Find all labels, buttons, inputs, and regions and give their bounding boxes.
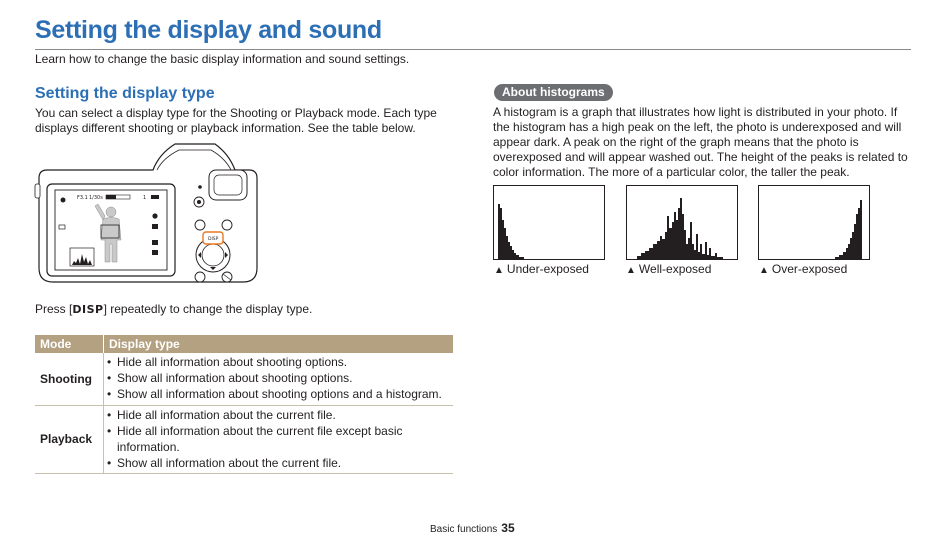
footer-section: Basic functions	[430, 524, 498, 535]
caption-under-exposed	[494, 262, 589, 276]
list-item: • Show all information about the current file.	[107, 455, 453, 471]
table-header-row	[35, 335, 453, 353]
disp-key-label: DISP	[72, 303, 104, 316]
list-item: • Hide all information about the current file.	[107, 407, 453, 423]
list-item: • Show all information about shooting options and a histogram.	[107, 386, 453, 402]
shooting-options-list	[104, 353, 453, 404]
page-number: 35	[501, 521, 515, 535]
page-intro: Learn how to change the basic display information and sound settings.	[35, 52, 410, 66]
press-text-before: Press [	[35, 302, 73, 316]
caption-well-exposed	[626, 262, 711, 276]
screen-shutter: 1/30s	[89, 195, 103, 201]
page-footer	[430, 521, 515, 535]
section-title: Setting the display type	[35, 85, 215, 102]
shooting-options-cell	[104, 353, 454, 405]
playback-options-list	[104, 406, 453, 473]
title-divider	[35, 49, 911, 50]
histogram-well-exposed	[626, 185, 738, 260]
playback-options-cell	[104, 405, 454, 473]
histogram-over-exposed	[758, 185, 870, 260]
caption-text: Well-exposed	[638, 262, 712, 276]
table-row-shooting	[35, 353, 453, 405]
triangle-icon: ▲	[626, 265, 636, 276]
caption-text: Over-exposed	[771, 262, 848, 276]
section-intro: You can select a display type for the Shooting or Playback mode. Each type displays different shooting or playback information. See the table below.	[35, 106, 437, 135]
table-row-playback	[35, 405, 453, 473]
mode-shooting: Shooting	[35, 353, 104, 405]
list-item: • Hide all information about the current file except basic information.	[107, 423, 453, 455]
display-type-column-header: Display type	[104, 335, 454, 353]
disp-button-label: DISP	[208, 237, 219, 242]
page-title: Setting the display and sound	[35, 16, 382, 44]
caption-text: Under-exposed	[506, 262, 589, 276]
press-disp-instruction	[35, 302, 312, 316]
list-item: • Show all information about shooting options.	[107, 370, 453, 386]
mode-playback: Playback	[35, 405, 104, 473]
about-histograms-badge: About histograms	[494, 84, 613, 101]
screen-shot-count: 1	[143, 195, 147, 201]
display-type-table	[35, 335, 453, 474]
mode-column-header: Mode	[35, 335, 104, 353]
caption-over-exposed	[759, 262, 847, 276]
triangle-icon: ▲	[759, 265, 769, 276]
histogram-under-exposed	[493, 185, 605, 260]
triangle-icon: ▲	[494, 265, 504, 276]
list-item: • Hide all information about shooting options.	[107, 354, 453, 370]
camera-back-illustration	[33, 140, 263, 290]
screen-aperture: F3.1	[77, 195, 88, 201]
press-text-after: ] repeatedly to change the display type.	[103, 302, 313, 316]
histogram-description: A histogram is a graph that illustrates how light is distributed in your photo. If the histogram has a high peak on the left, the photo is underexposed and will appear dark. A peak on the right of the graph means that the photo is overexposed and will appear washed out. The height of the peaks is related to color information. The more of a particular color, the taller the peak.	[493, 105, 908, 179]
